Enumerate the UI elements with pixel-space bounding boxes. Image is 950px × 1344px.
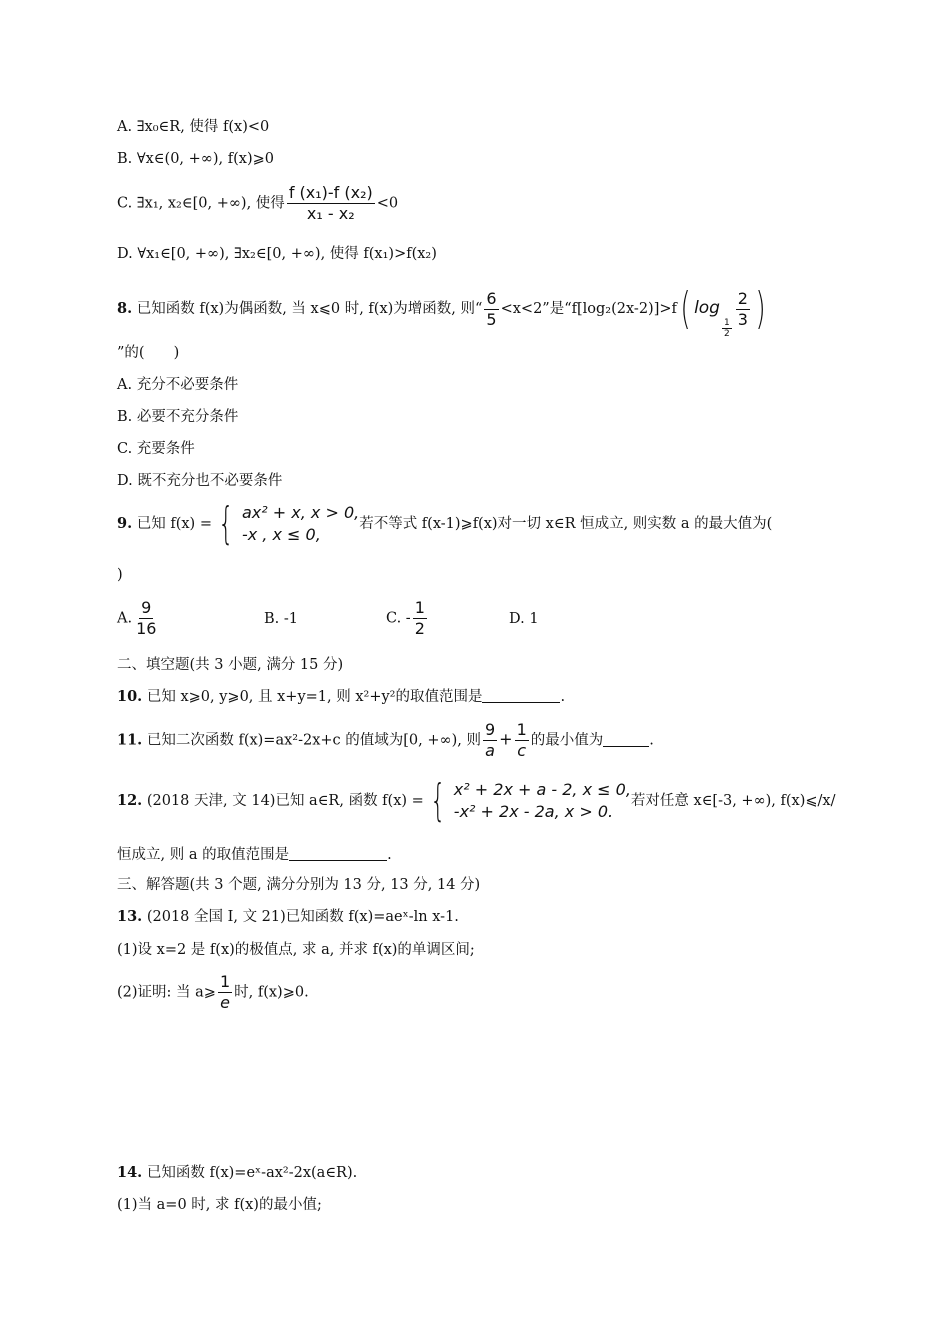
q8-right-paren: ): [755, 283, 766, 334]
q9-stem-a: 已知 f(x) =: [136, 516, 212, 532]
q8-option-b: B. 必要不充分条件: [117, 409, 239, 425]
q7-option-a: A. ∃x₀∈R, 使得 f(x)<0: [117, 119, 270, 135]
q11-fraction-2: [515, 720, 529, 761]
q9-cases: [242, 502, 359, 546]
q12-text-a: (2018 天津, 文 14)已知 a∈R, 函数 f(x) =: [146, 793, 424, 809]
q12-cases: [454, 779, 631, 823]
q7-option-c-numerator: f (x₁)-f (x₂): [288, 183, 373, 202]
q7-option-b: B. ∀x∈(0, +∞), f(x)⩾0: [117, 151, 274, 167]
q9-option-a-label: A.: [117, 610, 133, 627]
q9-option-a-fraction: [134, 598, 158, 639]
q9-option-d: D. 1: [509, 611, 539, 627]
q14-part-1: (1)当 a=0 时, 求 f(x)的最小值;: [117, 1197, 322, 1213]
q11-fraction-2-num: 1: [516, 720, 527, 739]
q9-stem-end: ): [117, 567, 123, 583]
q9-option-b: B. -1: [264, 611, 298, 627]
q8-log: log: [694, 298, 720, 318]
q9-option-c-den: 2: [414, 619, 425, 638]
q12-stem: [117, 775, 836, 826]
q7-option-c-prefix: C. ∃x₁, x₂∈[0, +∞), 使得: [117, 195, 285, 212]
q12-stem-continued: [117, 845, 392, 865]
q9-option-c-fraction: [413, 598, 427, 639]
q8-option-d: D. 既不充分也不必要条件: [117, 473, 283, 489]
q9-stem: [117, 498, 773, 549]
section-2-heading: 二、填空题(共 3 小题, 满分 15 分): [117, 657, 344, 673]
q10-stem: [117, 687, 565, 707]
q11-fraction-2-den: c: [517, 741, 527, 760]
q13-part-2-b: 时, f(x)⩾0.: [234, 984, 309, 1001]
q14-text: 已知函数 f(x)=eˣ-ax²-2x(a∈R).: [146, 1165, 358, 1181]
q7-option-c-suffix: <0: [376, 195, 399, 212]
q8-log-arg: [736, 289, 750, 330]
q12-brace: {: [430, 775, 446, 826]
q8-log-base: [722, 318, 732, 339]
q9-option-c: [386, 598, 429, 639]
q11-stem: [117, 720, 654, 761]
q8-option-c: C. 充要条件: [117, 441, 195, 457]
q12-answer-blank: [289, 846, 387, 861]
q14-stem: [117, 1163, 357, 1183]
q7-option-c-fraction: [287, 183, 375, 224]
q12-text-c: 恒成立, 则 a 的取值范围是: [117, 847, 290, 863]
q7-option-c: [117, 183, 398, 224]
q11-text-b: 的最小值为: [530, 732, 604, 749]
q12-piecewise: [424, 775, 631, 826]
q9-stem-b: 若不等式 f(x-1)⩾f(x)对一切 x∈R 恒成立, 则实数 a 的最大值为(: [359, 516, 773, 532]
q8-fraction-den: 5: [486, 309, 497, 329]
q13-stem: [117, 907, 459, 927]
q8-log-arg-den: 3: [737, 309, 748, 329]
q13-fraction-den: e: [220, 993, 230, 1012]
q9-option-a-den: 16: [136, 619, 157, 638]
q12-number: 12.: [117, 792, 143, 809]
q11-number: 11.: [117, 731, 143, 749]
q9-piecewise: [212, 498, 360, 549]
q10-answer-blank: [482, 688, 560, 703]
q12-text-b: 若对任意 x∈[-3, +∞), f(x)⩽/x/: [630, 793, 836, 809]
q8-left-paren: (: [680, 283, 691, 334]
q10-text: 已知 x⩾0, y⩾0, 且 x+y=1, 则 x²+y²的取值范围是: [146, 689, 483, 705]
q10-end: .: [560, 689, 566, 705]
q9-option-c-label: C. -: [386, 610, 411, 627]
q10-number: 10.: [117, 688, 143, 705]
q11-fraction-1-num: 9: [484, 720, 496, 739]
q11-fraction-1-den: a: [485, 741, 495, 760]
q9-case-1: ax² + x, x > 0,: [241, 503, 360, 522]
q11-end: .: [649, 732, 654, 749]
q8-log-base-num: 1: [723, 318, 730, 328]
q12-case-2: -x² + 2x - 2a, x > 0.: [453, 802, 614, 821]
q12-case-1: x² + 2x + a - 2, x ≤ 0,: [453, 780, 631, 799]
q13-part-2-a: (2)证明: 当 a⩾: [117, 984, 216, 1001]
q12-end: .: [387, 847, 392, 863]
q14-number: 14.: [117, 1164, 143, 1181]
q8-stem: [117, 283, 769, 339]
q8-number: 8.: [117, 300, 133, 317]
q11-answer-blank: [603, 732, 649, 747]
q11-fraction-1: [483, 720, 497, 761]
q13-part-2: [117, 972, 309, 1013]
q8-stem-b: <x<2”是“f[log₂(2x-2)]>f: [500, 301, 677, 317]
q13-part-1: (1)设 x=2 是 f(x)的极值点, 求 a, 并求 f(x)的单调区间;: [117, 942, 475, 958]
q13-fraction-num: 1: [219, 972, 231, 991]
q9-number: 9.: [117, 515, 133, 532]
q8-log-base-den: 2: [723, 329, 730, 339]
q11-text-a: 已知二次函数 f(x)=ax²-2x+c 的值域为[0, +∞), 则: [146, 732, 481, 749]
q8-fraction: [484, 289, 498, 330]
q7-option-d: D. ∀x₁∈[0, +∞), ∃x₂∈[0, +∞), 使得 f(x₁)>f(x₂): [117, 246, 437, 262]
q8-stem-a: 已知函数 f(x)为偶函数, 当 x⩽0 时, f(x)为增函数, 则“: [136, 301, 483, 317]
q9-option-a: [117, 598, 160, 639]
q9-brace: {: [218, 498, 234, 549]
q8-option-a: A. 充分不必要条件: [117, 377, 239, 393]
q13-text: (2018 全国 Ⅰ, 文 21)已知函数 f(x)=aeˣ-ln x-1.: [146, 909, 459, 925]
q11-plus: +: [499, 729, 513, 749]
q13-fraction: [218, 972, 232, 1013]
q13-number: 13.: [117, 908, 143, 925]
q9-option-c-num: 1: [414, 598, 425, 617]
q8-fraction-num: 6: [486, 288, 497, 308]
q8-log-arg-num: 2: [737, 288, 748, 308]
section-3-heading: 三、解答题(共 3 个题, 满分分别为 13 分, 13 分, 14 分): [117, 877, 481, 893]
q9-option-a-num: 9: [141, 598, 152, 617]
q9-case-2: -x , x ≤ 0,: [241, 525, 321, 544]
q7-option-c-denominator: x₁ - x₂: [306, 204, 355, 223]
q8-stem-end: ”的( ): [117, 345, 180, 361]
